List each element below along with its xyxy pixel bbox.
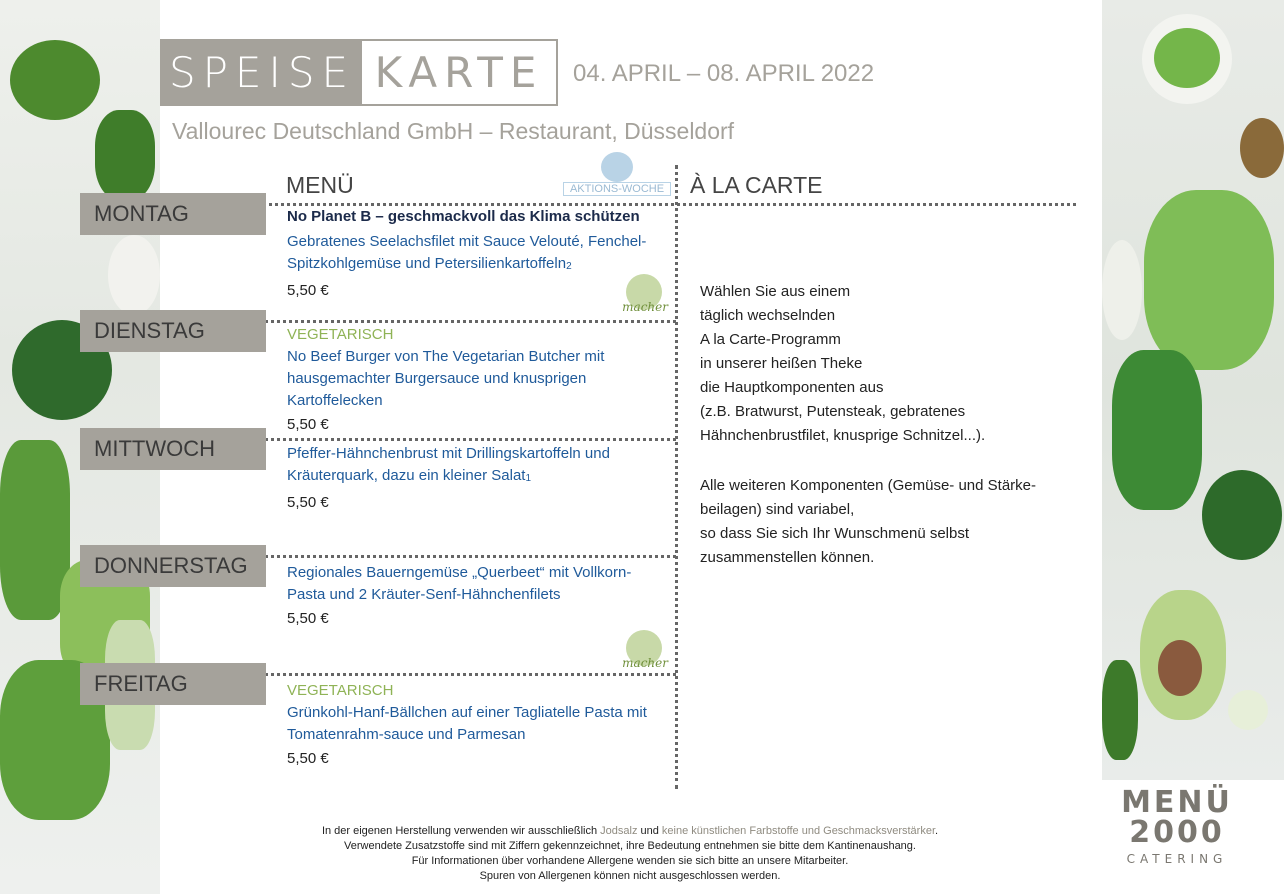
day-tab-donnerstag: DONNERSTAG (80, 545, 266, 587)
day-tab-freitag: FREITAG (80, 663, 266, 705)
divider-freitag (240, 673, 676, 676)
footer-line-1: In der eigenen Herstellung verwenden wir ausschließlich Jodsalz und keine künstlichen Farbstoffe und Geschmacksverstärker. (321, 825, 939, 837)
dish-price: 5,50 € (287, 610, 329, 627)
divider-donnerstag (240, 555, 676, 558)
alacarte-heading: À LA CARTE (690, 172, 823, 198)
vegetarian-tag: VEGETARISCH (287, 682, 394, 699)
dish-freitag (287, 680, 647, 770)
speisekarte-title (160, 39, 558, 106)
divider-mittwoch (240, 438, 676, 441)
restaurant-subtitle: Vallourec Deutschland GmbH – Restaurant, Düsseldorf (172, 118, 735, 144)
dish-name: No Beef Burger von The Vegetarian Butcher mit hausgemachter Burgersauce und knusprigen Kartoffelecken (287, 348, 605, 409)
dish-name: Pfeffer-Hähnchenbrust mit Drillingskartoffeln und Kräuterquark, dazu ein kleiner Salat$_1$ (287, 445, 610, 484)
title-speise: SPEISE (162, 41, 362, 104)
aktionswoche-badge (563, 152, 671, 198)
date-range: 04. APRIL – 08. APRIL 2022 (573, 60, 875, 87)
aktion-icon (601, 152, 633, 182)
title-karte: KARTE (374, 48, 544, 97)
aktion-label: AKTIONS-WOCHE (563, 182, 671, 196)
vegetarian-tag: VEGETARISCH (287, 326, 394, 343)
dish-name: Regionales Bauerngemüse „Querbeet“ mit Vollkorn-Pasta und 2 Kräuter-Senf-Hähnchenfilets (287, 564, 632, 603)
alacarte-description: Wählen Sie aus einem täglich wechselnden A la Carte-Programm in unserer heißen Theke die Hauptkomponenten aus (z.B. Bratwurst, Putensteak, gebratenes Hähnchenbrustfilet, knusprige Schnitzel...). (700, 283, 986, 444)
dish-mittwoch (287, 443, 647, 514)
dish-price: 5,50 € (287, 494, 329, 511)
dish-price: 5,50 € (287, 416, 329, 433)
dish-headline: No Planet B – geschmackvoll das Klima schützen (287, 208, 640, 225)
menu-heading: MENÜ (286, 172, 354, 198)
footer-line-2: Verwendete Zusatzstoffe sind mit Ziffern gekennzeichnet, ihre Bedeutung entnehmen sie bitte dem Kantinenaushang. (344, 840, 916, 852)
alacarte-components-note: Alle weiteren Komponenten (Gemüse- und Stärke- beilagen) sind variabel, so dass Sie sich Ihr Wunschmenü selbst zusammenstellen können. (700, 477, 1037, 566)
macher-logo-icon: macher (616, 630, 668, 670)
column-divider (675, 165, 678, 789)
vegetable-photo-right (1102, 0, 1284, 780)
day-tab-montag: MONTAG (80, 193, 266, 235)
dish-price: 5,50 € (287, 750, 329, 767)
dish-price: 5,50 € (287, 282, 329, 299)
divider-dienstag (240, 320, 676, 323)
macher-logo-icon: macher (616, 274, 668, 314)
day-tab-dienstag: DIENSTAG (80, 310, 266, 352)
dish-donnerstag (287, 562, 647, 630)
dish-dienstag (287, 324, 647, 436)
footer-notice (250, 824, 1010, 884)
menu2000-catering-logo: MENÜ 2000 CATERING (1121, 785, 1233, 866)
footer-line-3: Für Informationen über vorhandene Allergene wenden sie sich bitte an unsere Mitarbeiter. (411, 855, 849, 867)
day-tab-mittwoch: MITTWOCH (80, 428, 266, 470)
dish-name: Grünkohl-Hanf-Bällchen auf einer Tagliatelle Pasta mit Tomatenrahm-sauce und Parmesan (287, 704, 647, 743)
dish-name: Gebratenes Seelachsfilet mit Sauce Velouté, Fenchel-Spitzkohlgemüse und Petersilienkartoffeln$_2$ (287, 233, 647, 272)
dish-montag (287, 206, 647, 302)
footer-line-4: Spuren von Allergenen können nicht ausgeschlossen werden. (479, 870, 781, 882)
